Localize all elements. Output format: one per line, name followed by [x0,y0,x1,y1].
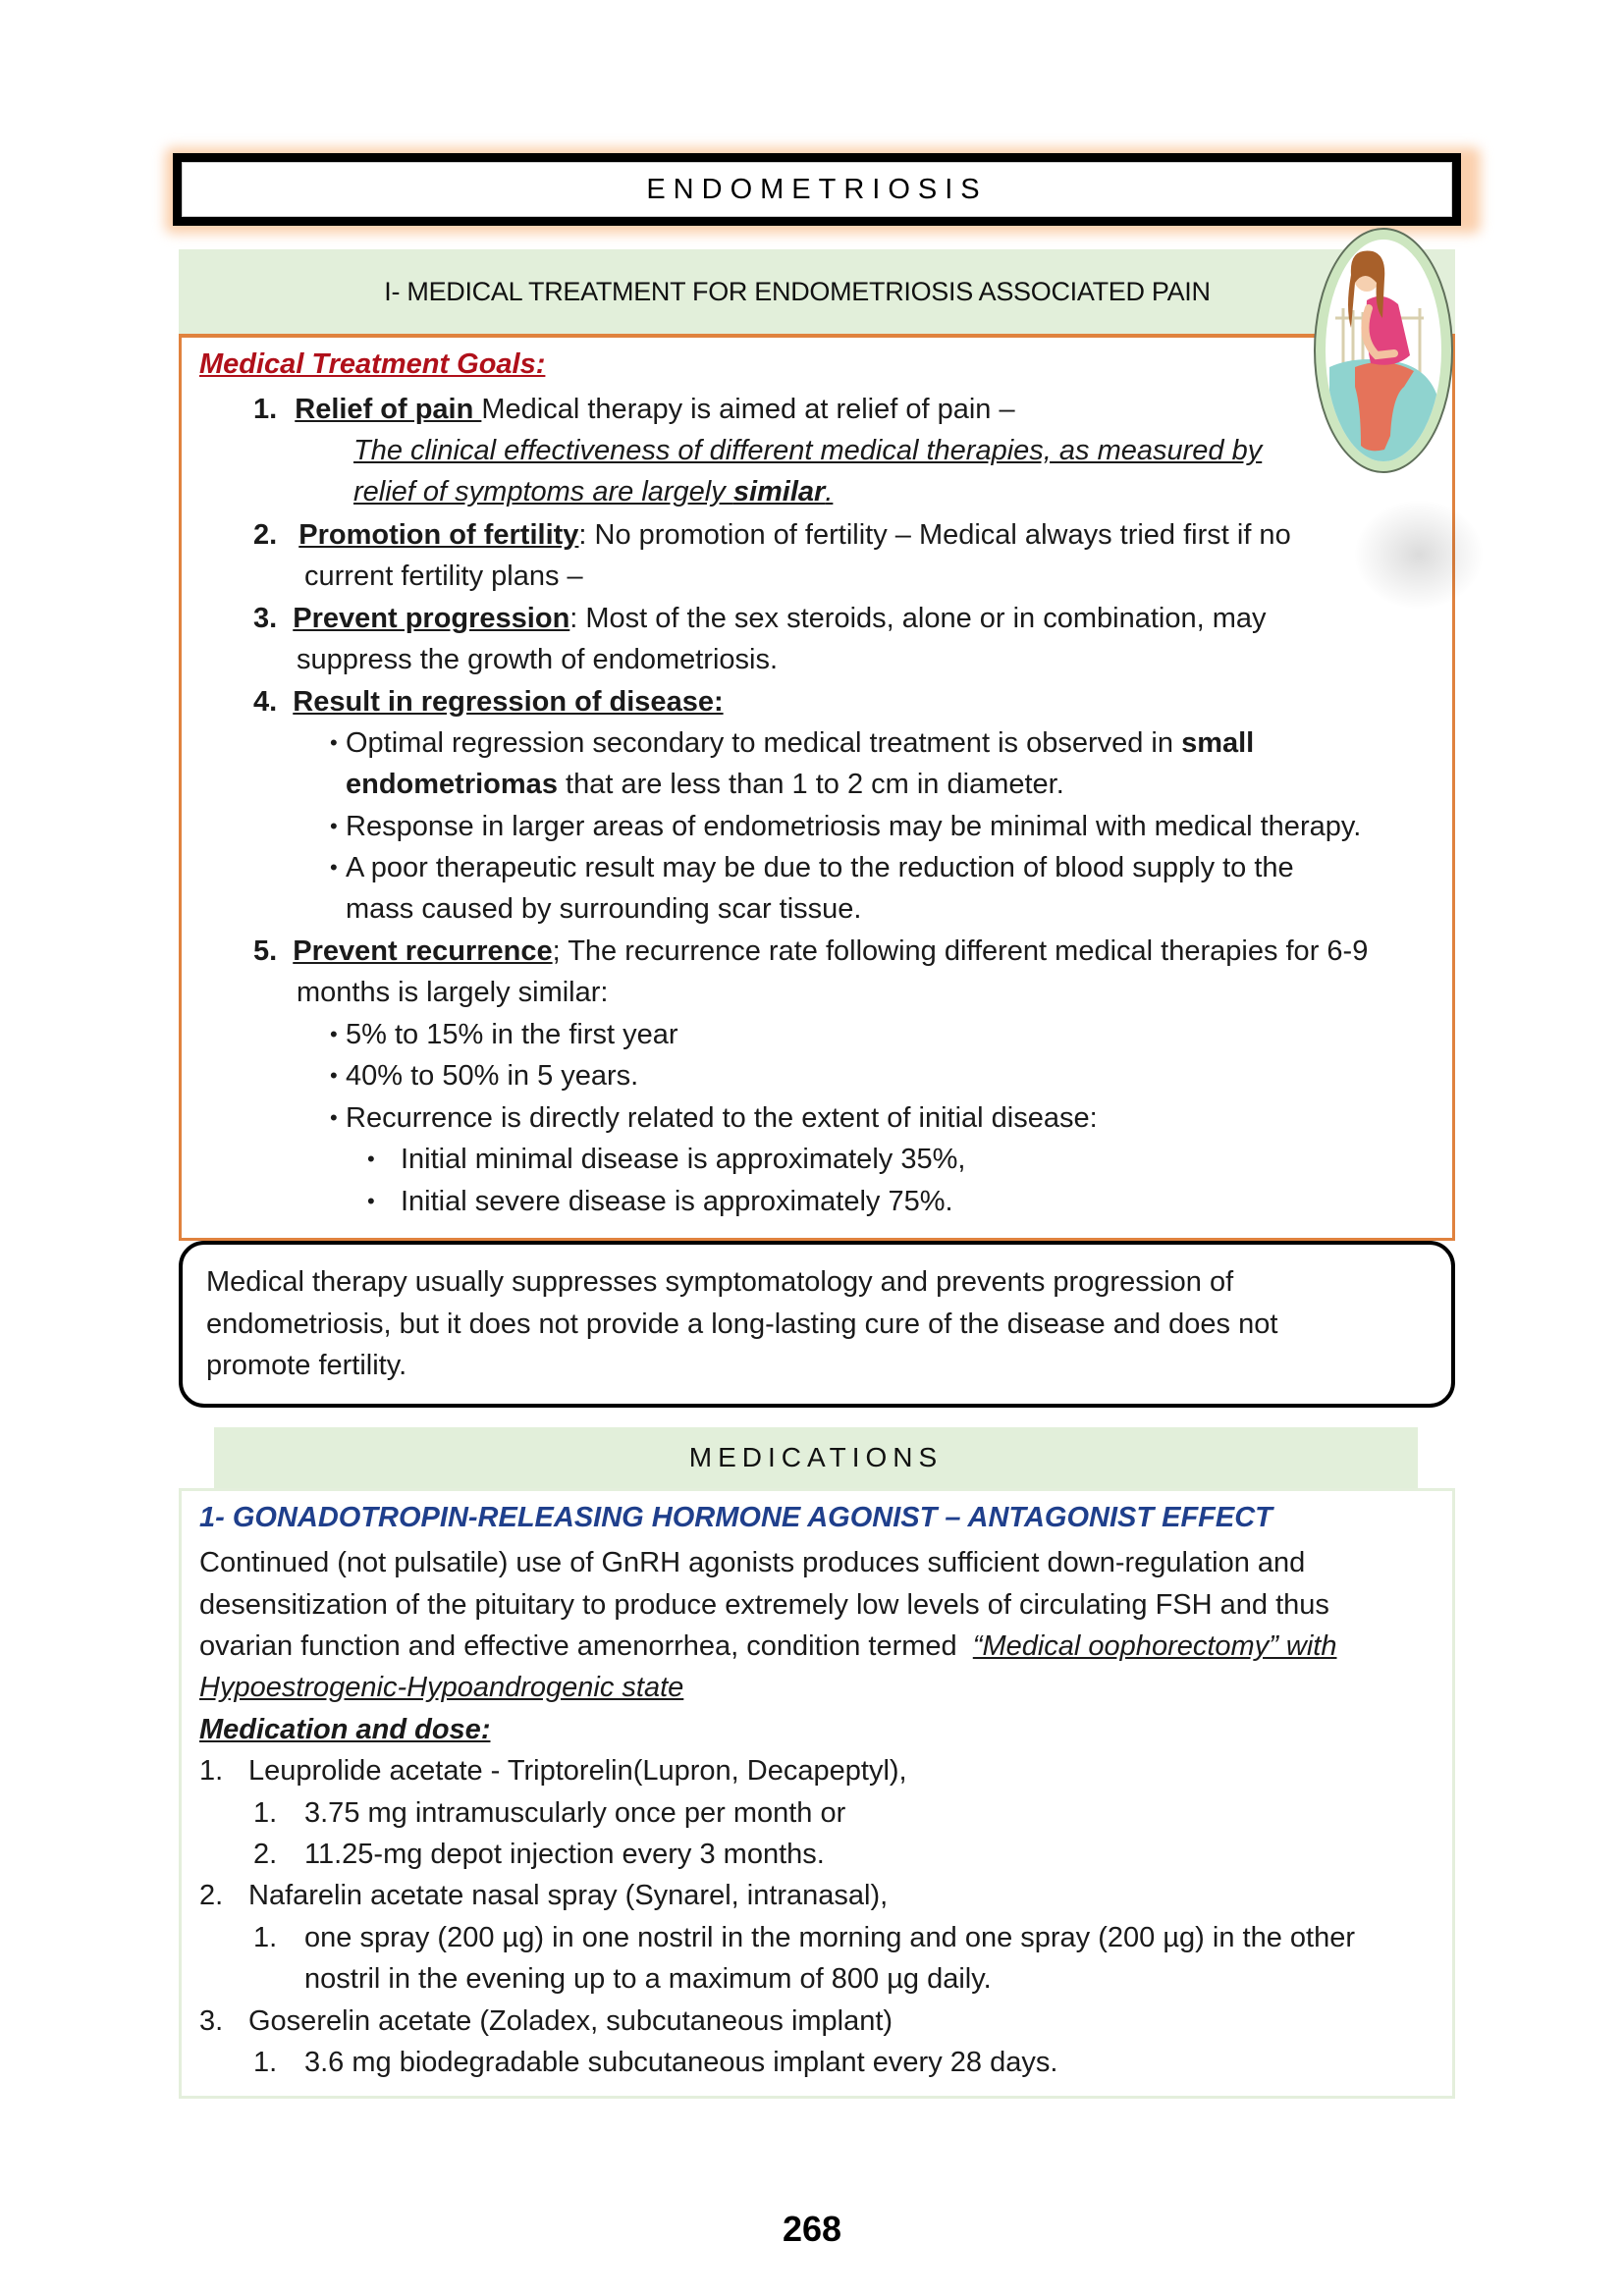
drug-2-number: 2. [199,1880,224,1911]
bullet-icon: • [330,1022,338,1046]
goal-4 [253,681,724,723]
goal-5 [253,931,1368,973]
page-title: ENDOMETRIOSIS [646,173,988,205]
section-heading-band [179,249,1455,334]
goal-5-bullet-2: 40% to 50% in 5 years. [346,1060,639,1092]
goal-4-bullet-2: Response in larger areas of endometriosis may be minimal with medical therapy. [346,811,1362,842]
goal-label: Relief of pain [295,394,482,425]
bullet-icon: • [330,814,338,838]
goal-4-bullet-3-line2: mass caused by surrounding scar tissue. [346,893,862,925]
note-line: endometriosis, but it does not provide a long-lasting cure of the disease and does not [206,1308,1278,1340]
bullet-bold: endometriomas [346,769,558,800]
goal-5-sub-bullet-1: Initial minimal disease is approximately 35%, [401,1144,966,1175]
goal-label: Prevent recurrence [293,935,553,967]
goal-4-bullet-1 [346,722,1254,765]
bullet-icon: • [330,1063,338,1088]
bullet-icon: • [330,730,338,755]
note-line: promote fertility. [206,1350,407,1381]
note-text: relief of symptoms are largely [353,476,733,507]
title-banner [173,153,1461,226]
para-text: ovarian function and effective amenorrhea, condition termed [199,1630,973,1662]
goal-1 [253,389,1015,431]
goal-text: ; The recurrence rate following different medical therapies for 6-9 [552,935,1369,967]
drug-2-dose-1: one spray (200 µg) in one nostril in the morning and one spray (200 µg) in the other [304,1922,1355,1953]
bullet-icon: • [367,1147,375,1171]
dose-number: 1. [253,1797,278,1829]
page-number: 268 [782,2209,842,2249]
drug-2-dose-1-line2: nostril in the evening up to a maximum of 800 µg daily. [304,1963,992,1995]
bullet-icon: • [367,1189,375,1213]
goal-5-bullet-3: Recurrence is directly related to the extent of initial disease: [346,1102,1098,1134]
dose-title: Medication and dose: [199,1714,491,1745]
goal-number: 4. [253,686,278,718]
gnrh-title: 1- GONADOTROPIN-RELEASING HORMONE AGONIST – ANTAGONIST EFFECT [199,1502,1272,1533]
drug-3-name: Goserelin acetate (Zoladex, subcutaneous implant) [248,2005,893,2037]
goal-text: : No promotion of fertility – Medical always tried first if no [578,519,1291,551]
goal-number: 5. [253,935,278,967]
goal-text: Medical therapy is aimed at relief of pain – [481,394,1015,425]
section-heading: I- MEDICAL TREATMENT FOR ENDOMETRIOSIS ASSOCIATED PAIN [384,276,1211,306]
goal-2-line2: current fertility plans – [304,561,583,592]
goal-5-sub-bullet-2: Initial severe disease is approximately 75%. [401,1186,953,1217]
goal-2 [253,514,1291,557]
note-line: Medical therapy usually suppresses symptomatology and prevents progression of [206,1266,1234,1298]
goal-5-line2: months is largely similar: [297,977,609,1008]
goal-label: Promotion of fertility [298,519,579,551]
goal-label: Prevent progression [293,603,570,634]
title-inner [182,162,1452,217]
goal-text: : Most of the sex steroids, alone or in combination, may [569,603,1267,634]
medications-heading-band [214,1427,1418,1488]
goal-1-note-line2 [353,471,833,513]
para-emphasis: “Medical oophorectomy” with [972,1630,1337,1662]
bullet-text: Optimal regression secondary to medical treatment is observed in [346,727,1182,759]
gnrh-para-line2: desensitization of the pituitary to produce extremely low levels of circulating FSH and thus [199,1589,1329,1621]
goal-number: 1. [253,394,278,425]
medications-heading: MEDICATIONS [688,1442,944,1472]
note-bold: similar [732,476,826,507]
goal-number: 2. [253,519,278,551]
goal-5-bullet-1: 5% to 15% in the first year [346,1019,678,1050]
dose-number: 2. [253,1839,278,1870]
dose-number: 1. [253,2047,278,2078]
bullet-text: that are less than 1 to 2 cm in diameter. [557,769,1064,800]
goal-number: 3. [253,603,278,634]
gnrh-para-line3 [199,1626,1336,1668]
gnrh-para-line1: Continued (not pulsatile) use of GnRH agonists produces sufficient down-regulation and [199,1547,1306,1578]
woman-in-pain-illustration [1314,228,1453,473]
illustration-frame [1326,240,1441,461]
summary-note-text [206,1261,1424,1387]
goal-1-note-line1: The clinical effectiveness of different medical therapies, as measured by [353,435,1263,466]
drug-1-number: 1. [199,1755,224,1787]
gnrh-para-line4: Hypoestrogenic-Hypoandrogenic state [199,1672,684,1703]
drug-2-name: Nafarelin acetate nasal spray (Synarel, intranasal), [248,1880,889,1911]
goal-4-bullet-3: A poor therapeutic result may be due to the reduction of blood supply to the [346,852,1294,883]
drug-1-dose-1: 3.75 mg intramuscularly once per month or [304,1797,846,1829]
note-end: . [825,476,834,507]
bullet-icon: • [330,855,338,880]
drug-1-name: Leuprolide acetate - Triptorelin(Lupron, Decapeptyl), [248,1755,907,1787]
goal-3 [253,598,1267,640]
woman-figure-icon [1326,240,1441,461]
drug-1-dose-2: 11.25-mg depot injection every 3 months. [304,1839,825,1870]
decorative-shadow [1355,501,1483,609]
goal-4-bullet-1-line2 [346,764,1064,806]
drug-3-dose-1: 3.6 mg biodegradable subcutaneous implant every 28 days. [304,2047,1058,2078]
goal-label: Result in regression of disease: [293,686,724,718]
drug-3-number: 3. [199,2005,224,2037]
bullet-bold: small [1181,727,1255,759]
goals-title: Medical Treatment Goals: [199,348,546,380]
bullet-icon: • [330,1105,338,1130]
goal-3-line2: suppress the growth of endometriosis. [297,644,779,675]
dose-number: 1. [253,1922,278,1953]
